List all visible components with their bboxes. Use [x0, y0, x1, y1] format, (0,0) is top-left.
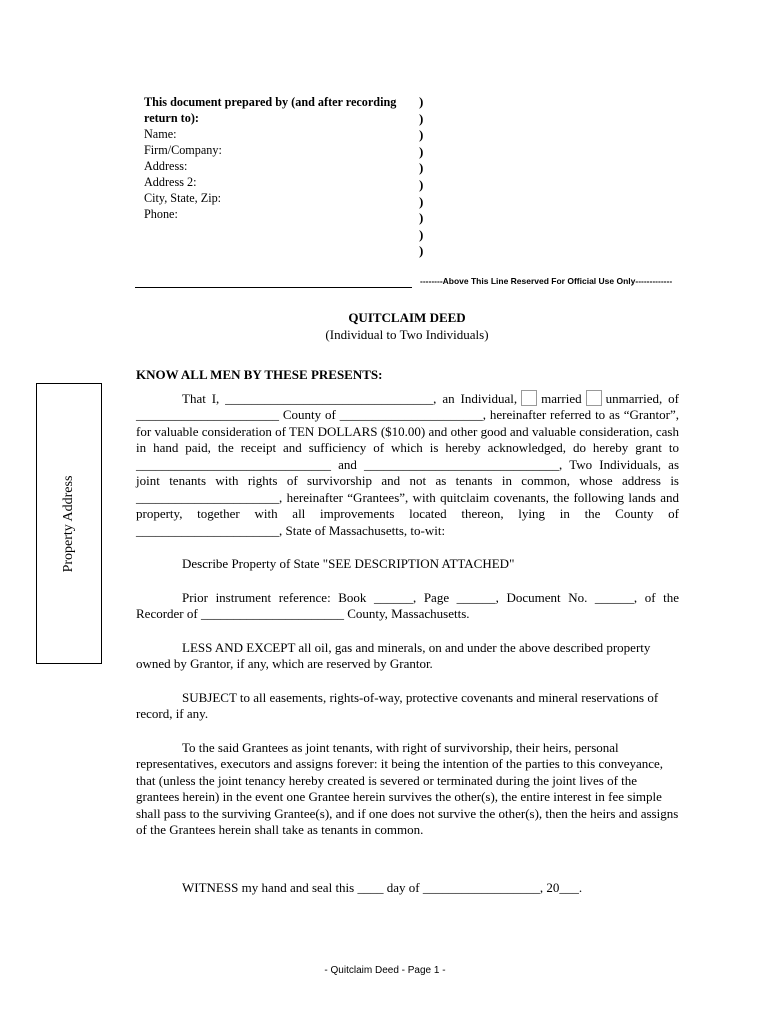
paren-mark: ) [419, 176, 424, 192]
reserved-line-note: --------Above This Line Reserved For Official Use Only------------- [420, 276, 673, 286]
grant-part-a: That I, ________________________________, an Individual, [182, 390, 518, 406]
prior-instrument: Prior instrument reference: Book ______, Page ______, Document No. ______, of the Recorder of ______________________ County, Massachusetts. [136, 589, 679, 621]
deed-heading: KNOW ALL MEN BY THESE PRESENTS: [136, 367, 383, 382]
paren-mark: ) [419, 110, 424, 126]
preparer-name-field: Name: [144, 127, 177, 141]
married-label: married [541, 390, 582, 406]
page-title: QUITCLAIM DEED [348, 310, 466, 325]
preparer-block [144, 94, 414, 222]
property-address-label: Property Address [61, 475, 76, 572]
paren-mark: ) [419, 143, 424, 159]
paren-mark: ) [419, 193, 424, 209]
paren-mark: ) [419, 210, 424, 226]
title-block [135, 309, 679, 343]
paren-mark: ) [419, 226, 424, 242]
subject-to: SUBJECT to all easements, rights-of-way, protective covenants and mineral reservations of record, if any. [136, 689, 659, 721]
habendum-clause: To the said Grantees as joint tenants, with right of survivorship, their heirs, personal representatives, executors and assigns forever: it being the intention of the parties to this conveyance, that (unless the joint tenancy hereby created is severed or terminated during the joint lives of the grantees herein) in the event one Grantee herein survives the other(s), the entire interest in fee simple shall pass to the surviving Grantee(s), and if one does not survive the other(s), then the heirs and assigns of the Grantees herein shall take as tenants in common. [136, 739, 679, 837]
unmarried-label: unmarried, of [605, 390, 679, 406]
preparer-heading-line1: This document prepared by (and after recording [144, 95, 397, 109]
page-subtitle: (Individual to Two Individuals) [325, 327, 489, 342]
preparer-firm-field: Firm/Company: [144, 143, 222, 157]
preparer-address2-field: Address 2: [144, 175, 197, 189]
property-description: Describe Property of State "SEE DESCRIPTION ATTACHED" [182, 556, 515, 571]
witness-line: WITNESS my hand and seal this ____ day of __________________, 20___. [182, 879, 583, 895]
preparer-address-field: Address: [144, 159, 188, 173]
preparer-city-field: City, State, Zip: [144, 191, 222, 205]
paren-mark: ) [419, 243, 424, 259]
deed-body [136, 367, 679, 896]
paren-mark: ) [419, 160, 424, 176]
page-footer: - Quitclaim Deed - Page 1 - [324, 965, 446, 976]
grant-paragraph [136, 390, 679, 540]
paren-mark: ) [419, 94, 424, 109]
signature-rule [135, 287, 412, 288]
preparer-heading-line2: return to): [144, 111, 199, 125]
paren-column [419, 94, 423, 260]
paren-mark: ) [419, 127, 424, 143]
grant-part-b: ______________________ County of ______________________, hereinafter referred to as “Grantor”, for valuable consideration of TEN DOLLARS ($10.00) and other good and valuable consideration, cash in hand paid, the receipt and sufficiency of which is hereby acknowledged, do hereby grant to ______________________________ and ______________________________, Two Individuals, as joint tenants with rights of survivorship and not as tenants in common, whose address is ______________________, hereinafter “Grantees”, with quitclaim covenants, the following lands and property, together with all improvements located thereon, lying in the County of ______________________, State of Massachusetts, to-wit: [136, 407, 679, 538]
property-address-box [36, 383, 102, 664]
less-and-except: LESS AND EXCEPT all oil, gas and minerals, on and under the above described property owned by Grantor, if any, which are reserved by Grantor. [136, 639, 651, 671]
unmarried-checkbox[interactable] [586, 390, 602, 406]
married-checkbox[interactable] [521, 390, 537, 406]
preparer-phone-field: Phone: [144, 207, 178, 221]
